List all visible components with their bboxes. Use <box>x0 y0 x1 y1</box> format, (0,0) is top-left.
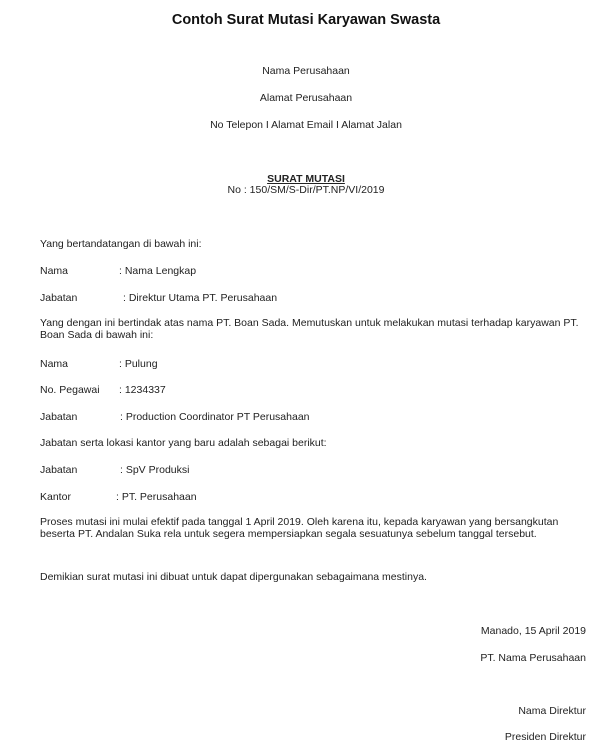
intro-text: Yang bertandatangan di bawah ini: <box>40 238 202 250</box>
employee-name-label: Nama <box>40 358 69 370</box>
decision-paragraph: Yang dengan ini bertindak atas nama PT. Boan Sada. Memutuskan untuk melakukan mutasi terhadap karyawan PT. Boan Sada di bawah ini: <box>40 317 579 341</box>
employee-position-label: Jabatan <box>40 411 78 423</box>
company-contact: No Telepon I Alamat Email I Alamat Jalan <box>210 119 402 131</box>
closing-text: Demikian surat mutasi ini dibuat untuk dapat dipergunakan sebagaimana mestinya. <box>40 571 427 583</box>
new-office-label: Kantor <box>40 491 71 503</box>
signature-company: PT. Nama Perusahaan <box>480 652 586 664</box>
signer-position-label: Jabatan <box>40 292 78 304</box>
new-position-intro: Jabatan serta lokasi kantor yang baru adalah sebagai berikut: <box>40 437 327 449</box>
company-address: Alamat Perusahaan <box>259 92 353 104</box>
new-office-value: : PT. Perusahaan <box>116 491 197 503</box>
employee-name-value: : Pulung <box>119 358 158 370</box>
effective-paragraph: Proses mutasi ini mulai efektif pada tanggal 1 April 2019. Oleh karena itu, kepada karyawan yang bersangkutan beserta PT. Andalan Suka rela untuk segera mempersiapkan segala sesuatunya sebelum tanggal tersebut. <box>40 516 559 540</box>
employee-id-label: No. Pegawai <box>40 384 100 396</box>
signer-name-label: Nama <box>40 265 69 277</box>
signer-title: Presiden Direktur <box>504 731 586 743</box>
employee-id-value: : 1234337 <box>119 384 166 396</box>
letter-number: No : 150/SM/S-Dir/PT.NP/VI/2019 <box>227 184 385 196</box>
letter-heading: SURAT MUTASI <box>267 173 345 185</box>
document-title: Contoh Surat Mutasi Karyawan Swasta <box>171 12 441 28</box>
signer-name-value: : Nama Lengkap <box>119 265 197 277</box>
place-date: Manado, 15 April 2019 <box>480 625 586 637</box>
signer-position-value: : Direktur Utama PT. Perusahaan <box>123 292 278 304</box>
new-position-label: Jabatan <box>40 464 78 476</box>
new-position-value: : SpV Produksi <box>120 464 190 476</box>
company-name: Nama Perusahaan <box>262 65 350 77</box>
employee-position-value: : Production Coordinator PT Perusahaan <box>120 411 310 423</box>
signer-name: Nama Direktur <box>518 705 586 717</box>
